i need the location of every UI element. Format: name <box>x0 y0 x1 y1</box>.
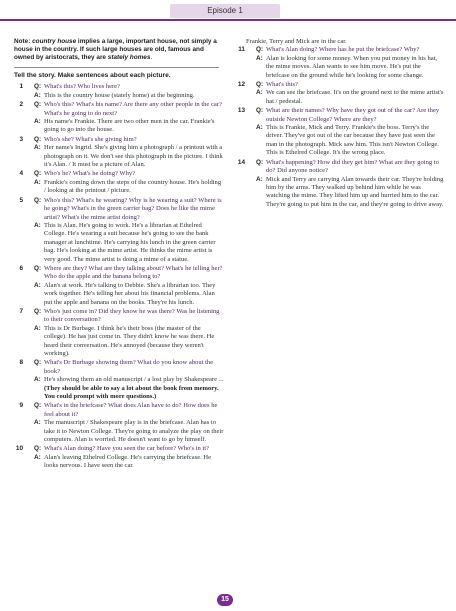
note-term-2: stately homes <box>107 54 151 61</box>
qa-item <box>14 402 224 444</box>
question-label: Q: <box>34 196 42 204</box>
answer-line <box>34 376 224 401</box>
question-text: Who's this? What's he wearing? Why is he wearing a suit? Where is he going? What's in the green carrier bag? Does he like the mime artist? What's the mime artist doing? <box>44 196 222 221</box>
answer-line <box>256 55 444 80</box>
left-column <box>14 38 224 472</box>
item-number: 6 <box>19 264 23 272</box>
answer-line <box>256 124 444 158</box>
continuation-text: Frankie, Terry and Mick are in the car. <box>246 38 347 45</box>
qa-item <box>14 83 224 100</box>
item-number: 1 <box>19 83 23 91</box>
answer-line <box>256 176 444 210</box>
qa-item <box>14 136 224 170</box>
question-line <box>34 136 224 144</box>
qa-item <box>14 308 224 358</box>
question-label: Q: <box>34 83 42 91</box>
question-line <box>34 170 224 178</box>
question-line <box>256 159 444 176</box>
teacher-tip: (They should be able to say a lot about the book from memory. You could prompt with more questions.) <box>44 384 219 401</box>
question-label: Q: <box>34 170 42 178</box>
qa-item <box>14 445 224 470</box>
question-label: Q: <box>34 402 42 410</box>
question-text: What's this? Who lives here? <box>44 83 120 91</box>
question-label: Q: <box>256 81 264 89</box>
question-line <box>256 81 444 89</box>
question-text: Who's this? What's his name? Are there any other people in the car? What's he going to do next? <box>44 101 222 117</box>
answer-label: A: <box>34 376 41 384</box>
right-column <box>236 38 444 210</box>
question-line <box>34 101 224 118</box>
header-rule <box>0 19 456 21</box>
answer-text: Frankie's coming down the steps of the country house. He's holding / looking at the printout / picture. <box>44 178 222 195</box>
question-line <box>34 265 224 282</box>
answer-text: This is Dr Burbage. I think he's their boss (the master of the college). He has just come in. They didn't know he was there. He heard their conversation. He's annoyed (because they weren't working). <box>44 324 215 357</box>
question-line <box>34 402 224 419</box>
teacher-note <box>14 38 224 62</box>
answer-text: Mick and Terry are carrying Alan towards their car. They're holding him by the arms. They walked up behind him while he was watching the mime. They lifted him up and hurried him to the car. They're going to put him in the car, and they're going to drive away. <box>266 175 444 208</box>
qa-item <box>236 107 444 157</box>
question-text: Who's she? What's she giving him? <box>44 135 137 143</box>
item-number: 4 <box>19 170 23 178</box>
qa-item <box>14 197 224 264</box>
question-line <box>256 107 444 124</box>
item-number: 14 <box>237 158 245 166</box>
answer-label: A: <box>256 54 263 62</box>
question-line <box>34 308 224 325</box>
item-number: 10 <box>15 445 23 453</box>
answer-text: Alan is looking for some money. When you put money in his hat, the mime moves. Alan wants to see him move. He's put the briefcase on the ground while he's looking for some change. <box>266 54 438 79</box>
question-text: Who's just come in? Did they know he was there? Was he listening to their conversation? <box>44 307 220 324</box>
question-text: Where are they? What are they talking about? What's he telling her? Who do the apple and the banana belong to? <box>44 264 223 281</box>
answer-line <box>34 144 224 169</box>
answer-text: His name's Frankie. There are two other men in the car. Frankie's going to go into the house. <box>44 118 215 134</box>
item-number: 7 <box>19 307 23 315</box>
item-number: 9 <box>19 402 23 410</box>
answer-line <box>256 89 444 106</box>
answer-label: A: <box>34 453 41 461</box>
question-text: What's Alan doing? Where has he put the briefcase? Why? <box>266 46 420 54</box>
question-line <box>34 83 224 91</box>
answer-label: A: <box>34 281 41 289</box>
answer-label: A: <box>34 144 41 152</box>
answer-line <box>34 454 224 471</box>
question-label: Q: <box>256 158 264 166</box>
question-label: Q: <box>34 445 42 453</box>
qa-item <box>14 170 224 195</box>
question-line <box>34 197 224 222</box>
answer-label: A: <box>34 419 41 427</box>
answer-line <box>34 179 224 196</box>
question-label: Q: <box>34 101 42 109</box>
answer-line <box>34 92 224 100</box>
answer-text: Alan's at work. He's talking to Debbie. She's a librarian too. They work together. He's telling her about his financial problems. Alan put the apple and banana on the books. They're his lunch. <box>44 281 216 306</box>
episode-title: Episode 1 <box>170 4 280 18</box>
episode-header <box>0 4 456 26</box>
answer-label: A: <box>256 89 263 97</box>
question-label: Q: <box>34 359 42 367</box>
qa-item <box>236 46 444 80</box>
continuation-line <box>236 38 444 46</box>
answer-text: This is Frankie, Mick and Terry. Frankie's the boss. Terry's the driver. They've got out of the car because they have just seen the man in the photograph. Mick saw him. This isn't Newton College. This is Ethelred College. It's the wrong place. <box>266 124 439 157</box>
question-text: Who's he? What's he doing? Why? <box>44 170 136 178</box>
question-label: Q: <box>256 107 264 115</box>
right-item-list <box>236 46 444 209</box>
note-end: . <box>150 54 153 61</box>
answer-line <box>34 222 224 264</box>
question-text: What's happening? How did they get him? What are they going to do? Did anyone notice? <box>266 158 439 175</box>
item-number: 3 <box>19 135 23 143</box>
answer-text: The manuscript / Shakespeare play is in the briefcase. Alan has to take it to Newton College. They're going to analyze the play on their computers. Alan is worried. He doesn't want to go by himself. <box>44 419 224 444</box>
qa-item <box>236 81 444 106</box>
question-label: Q: <box>34 307 42 315</box>
answer-text: This is the country house (stately home) at the beginning. <box>44 91 195 99</box>
answer-text: This is Alan. He's going to work. He's a librarian at Ethelred College. He's wearing a suit because he's going to see the bank manager at lunchtime. He's carrying his lunch in the green carrier bag. He's looking at the mime artist. He thinks the mime artist is very good. The mime artist is doing a mime of a statue. <box>44 221 216 263</box>
answer-label: A: <box>34 221 41 229</box>
answer-label: A: <box>34 178 41 186</box>
question-line <box>256 46 444 54</box>
question-text: What's Alan doing? Have you seen the car before? Who's in it? <box>44 445 209 453</box>
item-number: 2 <box>19 101 23 109</box>
qa-item <box>14 101 224 135</box>
note-body: implies a large, important house, not simply a house in the country. If such large houses are old, famous and owned by aristocrats, they are <box>14 38 217 61</box>
question-line <box>34 445 224 453</box>
question-text: What are their names? Why have they got out of the car? Are they outside Newton College? Where are they? <box>266 107 440 123</box>
page-number: 15 <box>217 594 233 606</box>
answer-text: Her name's Ingrid. She's giving him a photograph / a printout with a photograph on it. We don't see this photograph in the picture. I think it's Alan. / It must be a picture of Alan. <box>44 144 223 169</box>
note-term: country house <box>32 38 77 45</box>
answer-line <box>34 118 224 135</box>
instruction: Tell the story. Make sentences about each picture. <box>14 72 171 79</box>
qa-item <box>14 265 224 307</box>
item-number: 11 <box>238 46 245 54</box>
answer-line <box>34 282 224 307</box>
answer-label: A: <box>34 324 41 332</box>
answer-text: He's showing them an old manuscript / a lost play by Shakespeare ... <box>44 376 224 384</box>
answer-label: A: <box>34 118 41 126</box>
item-number: 8 <box>19 359 23 367</box>
question-label: Q: <box>34 264 42 272</box>
answer-text: Alan's leaving Ethelred College. He's carrying the briefcase. He looks nervous. I have seen the car. <box>44 453 212 470</box>
item-number: 13 <box>237 107 245 115</box>
item-number: 12 <box>237 81 245 89</box>
qa-item <box>14 359 224 401</box>
question-label: Q: <box>34 135 42 143</box>
question-text: What's Dr Burbage showing them? What do you know about the book? <box>44 359 214 375</box>
answer-line <box>34 419 224 444</box>
item-number: 5 <box>19 196 23 204</box>
question-line <box>34 359 224 376</box>
question-label: Q: <box>256 46 264 54</box>
note-label: Note: <box>14 38 33 45</box>
answer-text: We can see the briefcase. It's on the ground next to the mime artist's hat / pedestal. <box>266 89 444 105</box>
left-item-list <box>14 83 224 470</box>
answer-label: A: <box>256 124 263 132</box>
question-text: What's this? <box>266 81 298 89</box>
question-text: What's in the briefcase? What does Alan have to do? How does he feel about it? <box>44 402 218 418</box>
note-divider <box>14 67 219 68</box>
answer-label: A: <box>256 175 263 183</box>
answer-line <box>34 325 224 359</box>
qa-item <box>236 159 444 209</box>
answer-label: A: <box>34 91 41 99</box>
